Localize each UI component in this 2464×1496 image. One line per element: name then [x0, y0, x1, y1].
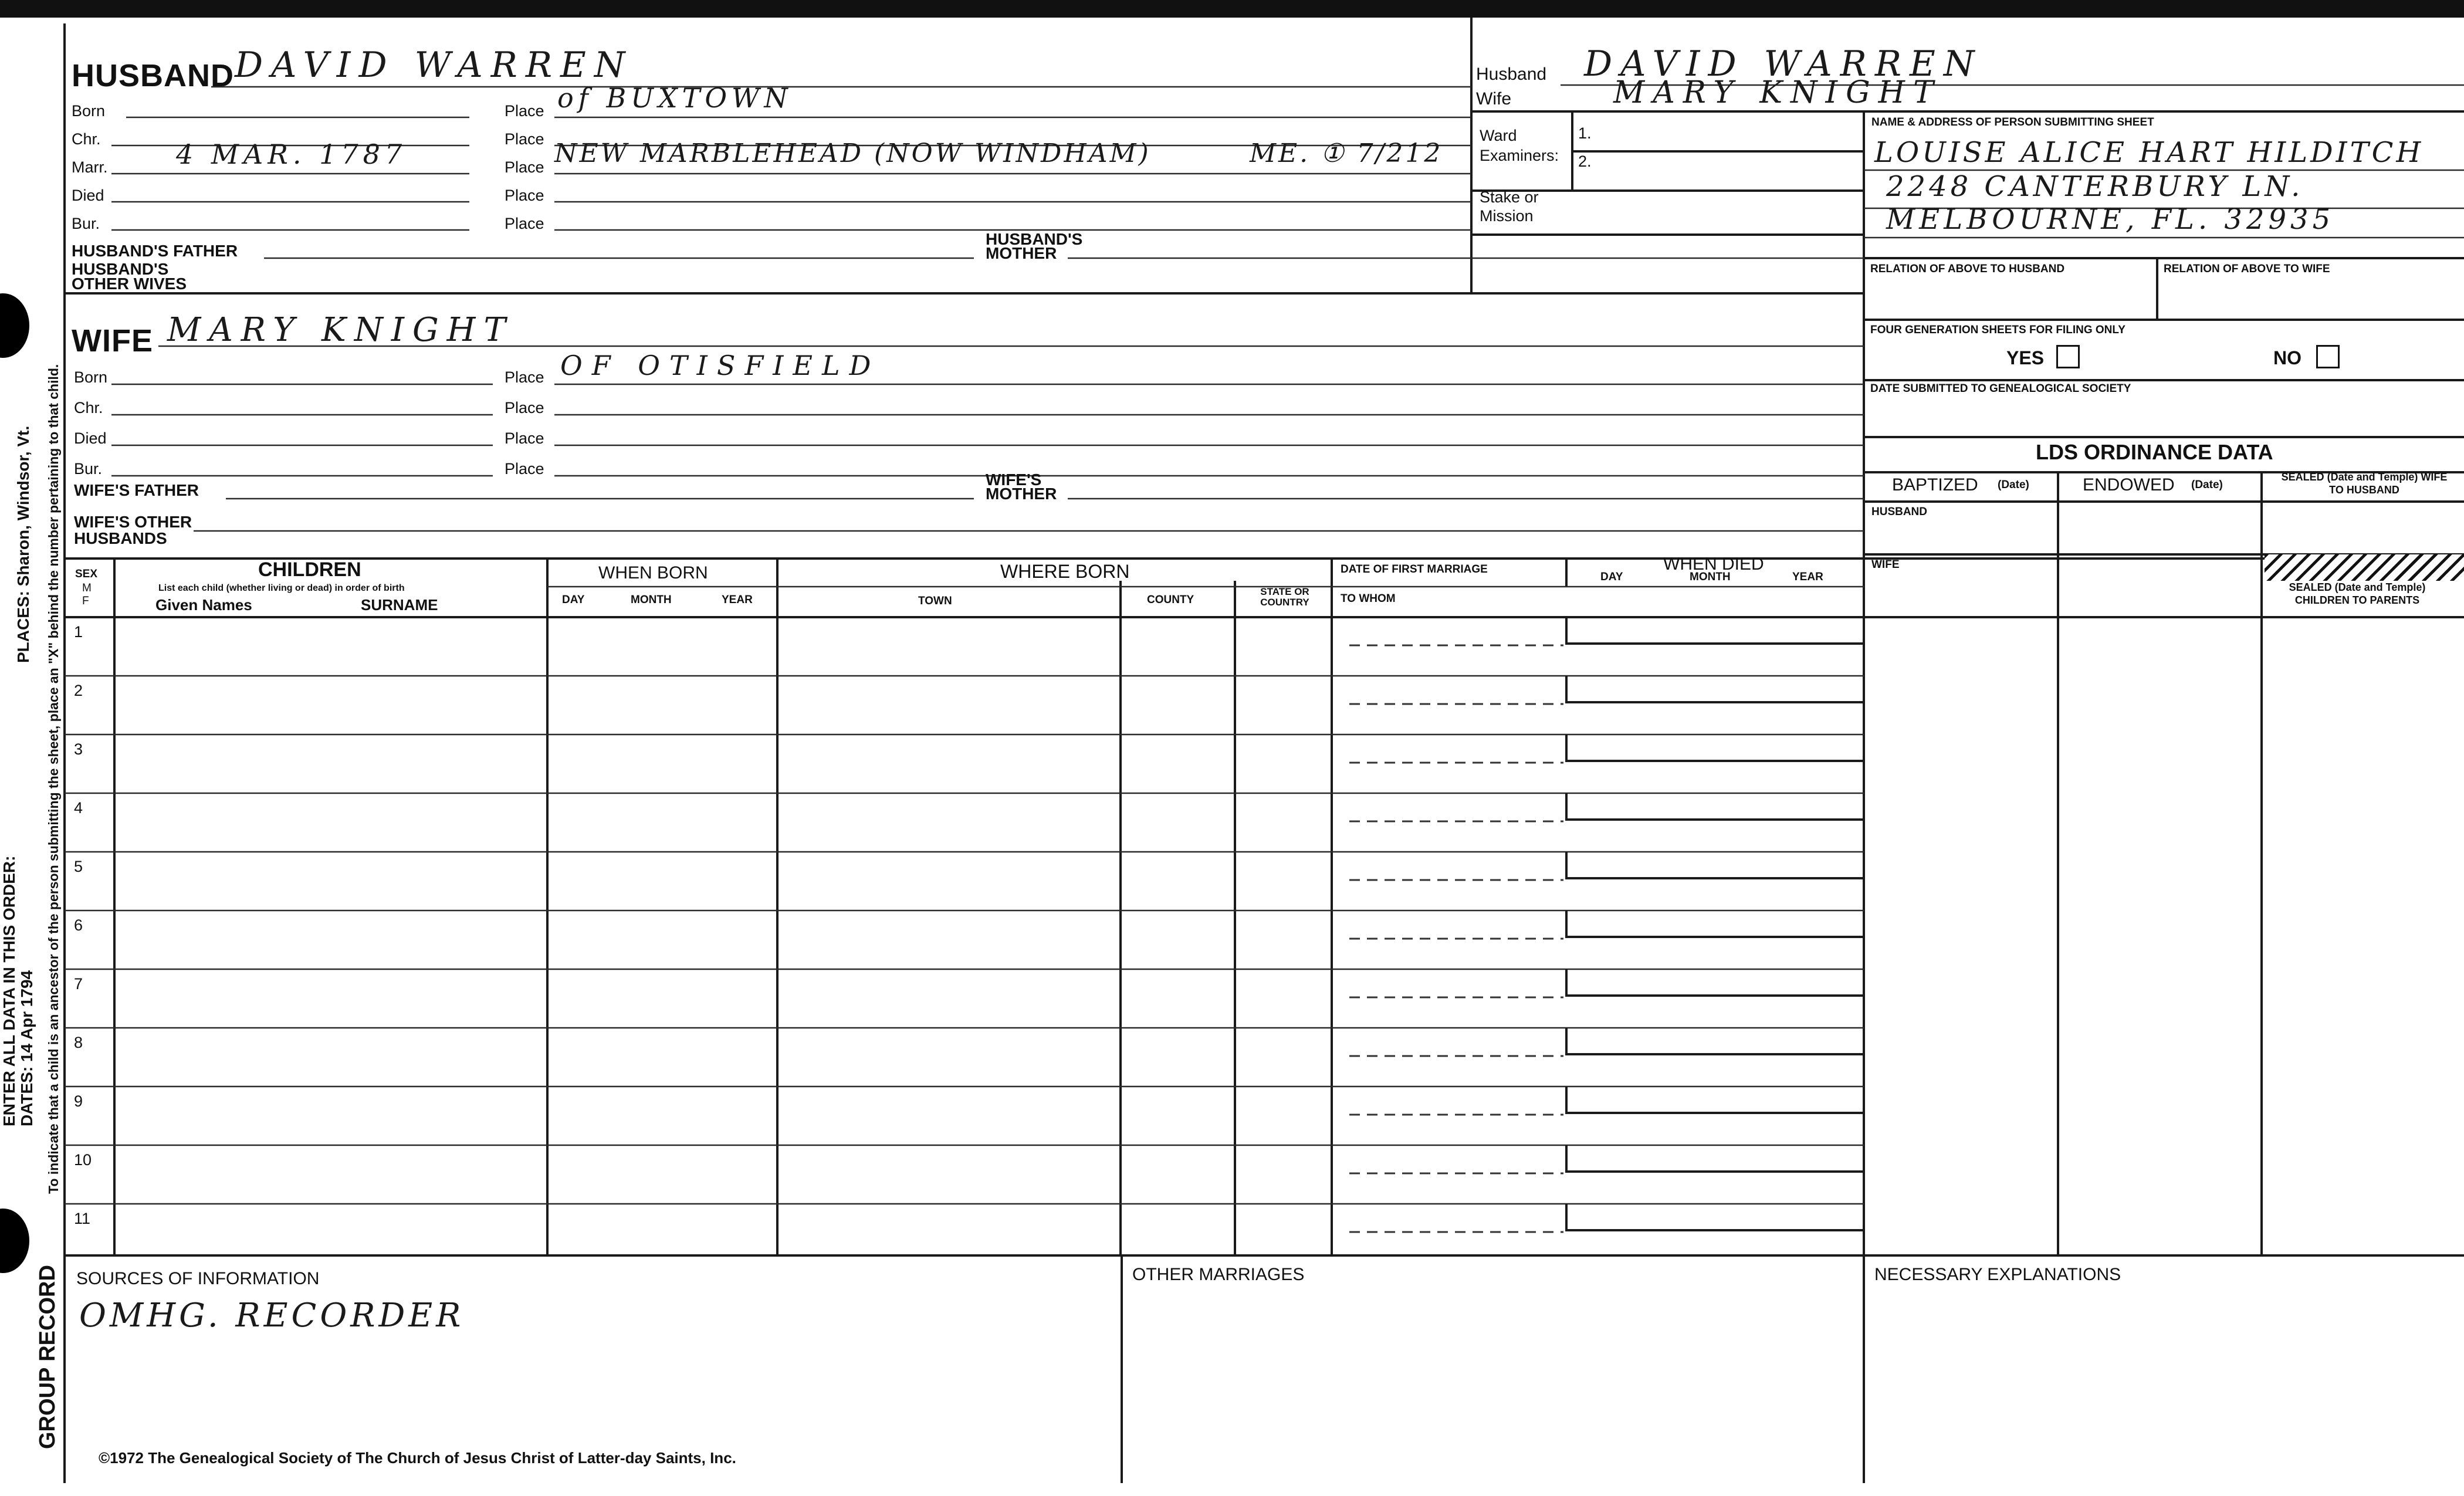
- child-row-number: 10: [74, 1151, 92, 1169]
- lds-endowed-date-note: (Date): [2191, 479, 2223, 491]
- stake-mission-label: Stake or Mission: [1480, 188, 1539, 225]
- husband-died-label: Died: [72, 187, 104, 204]
- top-wife-value: MARY KNIGHT: [1613, 75, 1942, 110]
- child-row-number: 8: [74, 1034, 83, 1051]
- died-month-label: MONTH: [1690, 571, 1731, 583]
- child-row-number: 4: [74, 799, 83, 817]
- relation-husband-label: RELATION OF ABOVE TO HUSBAND: [1870, 263, 2065, 275]
- husband-born-place-value: of BUXTOWN: [557, 82, 793, 114]
- lds-title: LDS ORDINANCE DATA: [2036, 440, 2273, 464]
- yes-checkbox[interactable]: [2056, 345, 2080, 368]
- to-whom-label: TO WHOM: [1341, 593, 1396, 605]
- wife-died-place-label: Place: [505, 429, 544, 447]
- born-day-label: DAY: [562, 594, 585, 606]
- husband-born-label: Born: [72, 102, 106, 120]
- other-marriages-label: OTHER MARRIAGES: [1132, 1265, 1305, 1284]
- lds-endowed-label: ENDOWED: [2083, 475, 2175, 495]
- sources-value: OMHG. RECORDER: [79, 1297, 465, 1335]
- child-row-number: 7: [74, 975, 83, 993]
- husband-marr-label: Marr.: [72, 158, 108, 176]
- husband-marr-date-value: 4 MAR. 1787: [176, 138, 407, 170]
- date-submitted-label: DATE SUBMITTED TO GENEALOGICAL SOCIETY: [1870, 383, 2131, 395]
- sex-mf-label: M F: [82, 582, 92, 607]
- children-note: List each child (whether living or dead) in order of birth: [158, 583, 405, 593]
- when-born-label: WHEN BORN: [598, 563, 708, 583]
- wife-heading: WIFE: [72, 323, 153, 358]
- copyright-notice: ©1972 The Genealogical Society of The Church of Jesus Christ of Latter-day Saints, Inc.: [99, 1449, 736, 1467]
- where-born-label: WHERE BORN: [1000, 561, 1130, 582]
- child-row-number: 11: [74, 1210, 91, 1227]
- wife-born-place-value: OF OTISFIELD: [560, 350, 881, 381]
- child-row-number: 6: [74, 916, 83, 934]
- husband-marr-place-label: Place: [505, 158, 544, 176]
- born-month-label: MONTH: [631, 594, 672, 606]
- wife-name-value: MARY KNIGHT: [167, 311, 514, 349]
- child-row-number: 5: [74, 858, 83, 875]
- wife-father-label: WIFE'S FATHER: [74, 481, 199, 499]
- husband-bur-label: Bur.: [72, 215, 100, 232]
- side-places-label: PLACES: Sharon, Windsor, Vt.: [14, 425, 32, 663]
- wife-chr-label: Chr.: [74, 399, 103, 417]
- born-year-label: YEAR: [722, 594, 753, 606]
- top-husband-label: Husband: [1476, 65, 1547, 84]
- submitter-line1: LOUISE ALICE HART HILDITCH: [1874, 136, 2424, 169]
- child-row-number: 1: [74, 623, 83, 641]
- sex-label: SEX: [75, 568, 98, 580]
- when-died-label: WHEN DIED: [1663, 554, 1764, 574]
- side-enter-order-label: ENTER ALL DATA IN THIS ORDER:: [0, 855, 18, 1126]
- side-dates-label: DATES: 14 Apr 1794: [18, 970, 36, 1126]
- explanations-label: NECESSARY EXPLANATIONS: [1874, 1265, 2121, 1284]
- examiner-1-label: 1.: [1578, 124, 1592, 142]
- submitter-label: NAME & ADDRESS OF PERSON SUBMITTING SHEET: [1871, 116, 2154, 128]
- side-indicate-note: To indicate that a child is an ancestor of the person submitting the sheet, place an "X" behind the number pertaining to that child.: [46, 364, 61, 1194]
- husband-bur-place-label: Place: [505, 215, 544, 232]
- wife-bur-label: Bur.: [74, 460, 103, 478]
- submitter-line2: 2248 CANTERBURY LN.: [1886, 170, 2304, 203]
- yes-label: YES: [2006, 347, 2045, 368]
- wife-chr-place-label: Place: [505, 399, 544, 417]
- died-year-label: YEAR: [1792, 571, 1823, 583]
- wife-bur-place-label: Place: [505, 460, 544, 478]
- child-row-number: 2: [74, 682, 83, 699]
- wife-born-place-label: Place: [505, 368, 544, 386]
- children-heading: CHILDREN: [258, 559, 361, 581]
- husband-marr-place-value: NEW MARBLEHEAD (NOW WINDHAM): [554, 138, 1151, 168]
- top-wife-label: Wife: [1476, 89, 1511, 109]
- husband-marr-place-extra: ME. ① 7/212: [1250, 138, 1443, 168]
- examiner-2-label: 2.: [1578, 153, 1592, 170]
- wife-other-husbands-label: WIFE'S OTHER HUSBANDS: [74, 513, 192, 547]
- lds-sealed-children-label: SEALED (Date and Temple) CHILDREN TO PARENTS: [2269, 581, 2445, 607]
- surname-label: SURNAME: [361, 596, 438, 614]
- husband-mother-label: HUSBAND'S MOTHER: [986, 230, 1083, 262]
- lds-sealed-wife-label: SEALED (Date and Temple) WIFE TO HUSBAND: [2281, 471, 2448, 496]
- state-country-label: STATE OR COUNTRY: [1260, 586, 1309, 608]
- town-label: TOWN: [918, 595, 952, 607]
- top-husband-value: DAVID WARREN: [1584, 43, 1983, 84]
- examiners-label: Examiners:: [1480, 147, 1559, 164]
- no-label: NO: [2273, 347, 2301, 368]
- husband-died-place-label: Place: [505, 187, 544, 204]
- relation-wife-label: RELATION OF ABOVE TO WIFE: [2164, 263, 2330, 275]
- first-marriage-label: DATE OF FIRST MARRIAGE: [1341, 563, 1488, 576]
- child-row-number: 3: [74, 740, 83, 758]
- child-row-number: 9: [74, 1092, 83, 1110]
- husband-other-wives-label: HUSBAND'S OTHER WIVES: [72, 260, 187, 293]
- husband-chr-label: Chr.: [72, 130, 101, 148]
- died-day-label: DAY: [1600, 571, 1623, 583]
- no-checkbox[interactable]: [2316, 345, 2340, 368]
- wife-mother-label: WIFE'S MOTHER: [986, 471, 1057, 503]
- wife-born-label: Born: [74, 368, 108, 386]
- husband-born-place-label: Place: [505, 102, 544, 120]
- given-names-label: Given Names: [155, 596, 252, 614]
- husband-heading: HUSBAND: [72, 58, 234, 93]
- husband-father-label: HUSBAND'S FATHER: [72, 242, 238, 260]
- side-family-group-record: GROUP RECORD: [35, 1265, 60, 1449]
- wife-died-label: Died: [74, 429, 107, 447]
- lds-wife-row-label: WIFE: [1871, 559, 1900, 571]
- county-label: COUNTY: [1147, 594, 1194, 606]
- lds-baptized-date-note: (Date): [1998, 479, 2029, 491]
- lds-husband-row-label: HUSBAND: [1871, 506, 1927, 518]
- four-gen-label: FOUR GENERATION SHEETS FOR FILING ONLY: [1870, 324, 2125, 336]
- husband-name-value: DAVID WARREN: [235, 45, 634, 86]
- lds-baptized-label: BAPTIZED: [1892, 475, 1978, 495]
- submitter-line3: MELBOURNE, FL. 32935: [1886, 203, 2335, 236]
- sources-label: SOURCES OF INFORMATION: [76, 1269, 320, 1288]
- husband-chr-place-label: Place: [505, 130, 544, 148]
- lds-hatched-cell: [2265, 554, 2464, 581]
- ward-label: Ward: [1480, 127, 1517, 144]
